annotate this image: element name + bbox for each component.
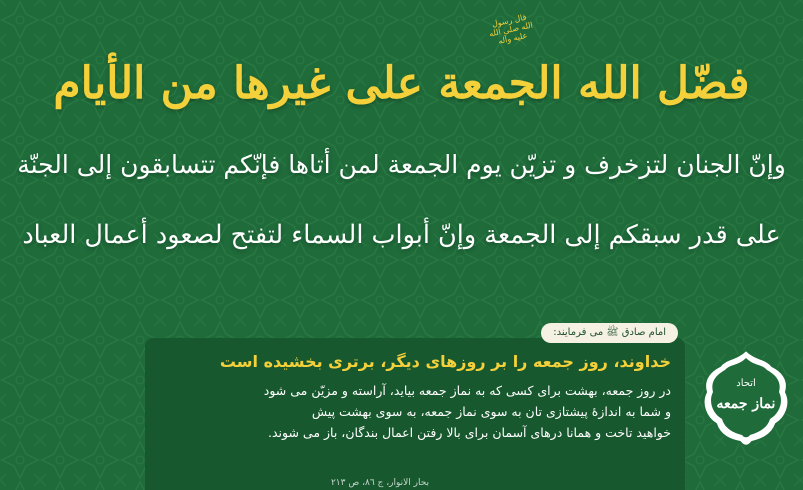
quote-body-line: و شما به اندازۀ پیشتازی تان به سوی نماز جمعه، به سوی بهشت پیش	[311, 404, 671, 419]
quote-body	[141, 380, 671, 443]
emblem-text-main: نماز جمعه	[716, 396, 776, 412]
quote-source: بحار الانوار، ج ٨٦، ص ٢١٣	[330, 478, 430, 488]
calligraphy-line-3: على قدر سبقكم إلى الجمعة وإنّ أبواب السماء لتفتح لصعود أعمال العباد	[22, 220, 781, 250]
calligraphy-small-note: قال رسول الله صلى الله عليه وآله	[488, 12, 534, 46]
quote-body-line: خواهید تاخت و همانا درهای آسمان برای بالا رفتن اعمال بندگان، باز می شوند.	[268, 425, 671, 440]
calligraphy-line-2: وإنّ الجنان لتزخرف و تزيّن يوم الجمعة لمن أتاها فإنّكم تتسابقون إلى الجنّة	[17, 150, 786, 179]
quote-body-line: در روز جمعه، بهشت برای کسی که به نماز جمعه بیاید، آراسته و مزیّن می شود	[263, 383, 671, 398]
emblem-text-top: اتحاد	[736, 378, 756, 389]
attribution-tag: امام صادق ﷺ می فرمایند:	[541, 323, 678, 343]
quote-headline: خداوند، روز جمعه را بر روزهای دیگر، برتری بخشیده است	[219, 352, 671, 371]
emblem-logo	[700, 348, 792, 448]
calligraphy-line-1: فضّل الله الجمعة على غيرها من الأيام	[53, 58, 750, 109]
